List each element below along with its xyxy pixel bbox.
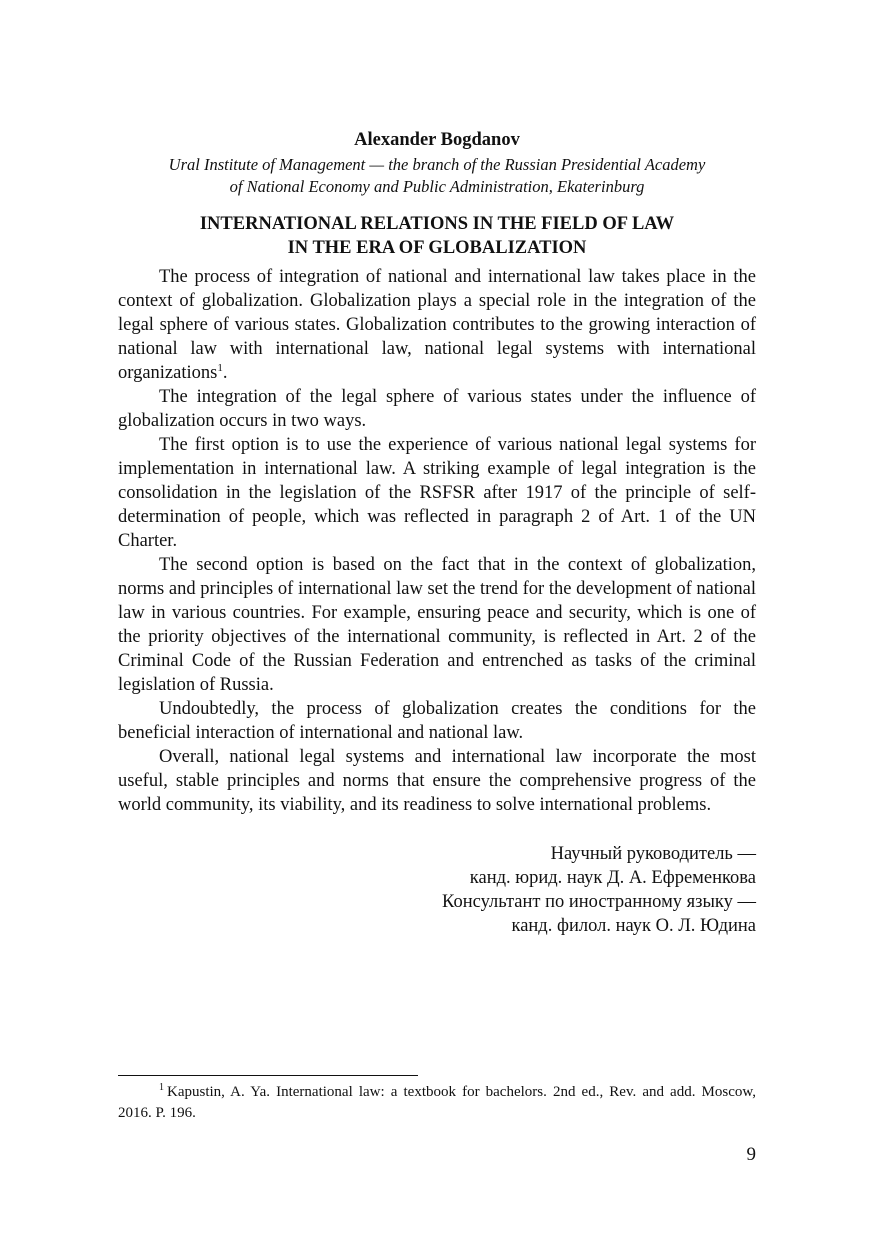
supervisor-name: канд. юрид. наук Д. А. Ефременкова [469,868,756,888]
paragraph-5: Undoubtedly, the process of globalization creates the conditions for the beneficial interaction of international and national law. [118,699,756,743]
footnote-number: 1 [159,1082,164,1093]
footnote [118,1082,756,1124]
consultant-title: Консультант по иностранному языку — [442,892,756,912]
paragraph-1 [118,265,756,385]
paragraph-3: The first option is to use the experience of various national legal systems for implementation in international law. A striking example of legal integration is the consolidation in the legislation of the RSFSR after 1917 of the principle of self-determination of people, which was reflected in paragraph 2 of Art. 1 of the UN Charter. [118,435,756,551]
footnote-reference: 1 [217,362,223,374]
page-number: 9 [746,1144,756,1165]
footnote-divider [118,1075,418,1076]
paragraph-1-end: . [222,363,228,383]
article-title [118,212,756,260]
consultant-name: канд. филол. наук О. Л. Юдина [511,916,756,936]
paragraph-1-text: The process of integration of national and international law takes place in the context of globalization. Globalization plays a special role in the integration of the legal sphere of various states. Globalization contributes to the growing interaction of national law with international law, national legal systems with international organizations [118,267,756,383]
article [118,128,756,938]
paragraph-6: Overall, national legal systems and international law incorporate the most useful, stable principles and norms that ensure the comprehensive progress of the world community, its viability, and its readiness to solve international problems. [118,747,756,815]
title-line-1: INTERNATIONAL RELATIONS IN THE FIELD OF LAW [199,214,675,234]
affiliation-line-2: of National Economy and Public Administration, Ekaterinburg [229,177,645,196]
article-body [118,265,756,817]
footnote-text: Kapustin, A. Ya. International law: a textbook for bachelors. 2nd ed., Rev. and add. Moscow, 2016. P. 196. [118,1084,756,1121]
affiliation-line-1: Ural Institute of Management — the branch of the Russian Presidential Academy [168,155,706,174]
author-affiliation [118,154,756,198]
author-name: Alexander Bogdanov [354,130,520,150]
title-line-2: IN THE ERA OF GLOBALIZATION [287,238,587,258]
supervisor-block [118,842,756,938]
paragraph-4: The second option is based on the fact that in the context of globalization, norms and principles of international law set the trend for the development of national law in various countries. For example, ensuring peace and security, which is one of the priority objectives of the international community, is reflected in Art. 2 of the Criminal Code of the Russian Federation and entrenched as tasks of the criminal legislation of Russia. [118,555,756,695]
supervisor-title: Научный руководитель — [550,844,756,864]
paragraph-2: The integration of the legal sphere of various states under the influence of globalization occurs in two ways. [118,387,756,431]
